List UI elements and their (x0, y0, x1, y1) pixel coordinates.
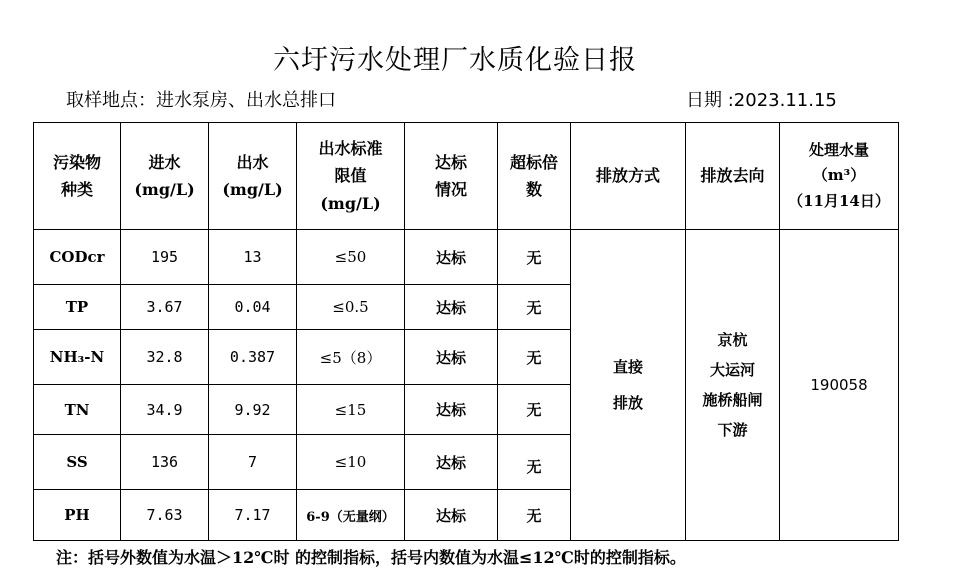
header-inflow: 进水 (mg/L) (121, 123, 209, 230)
header-pollutant: 污染物 种类 (34, 123, 121, 230)
outflow-value: 7.17 (209, 490, 297, 541)
exceed-value: 无 (498, 435, 571, 490)
report-title: 六圩污水处理厂水质化验日报 (273, 45, 637, 76)
status-value: 达标 (405, 435, 498, 490)
status-value: 达标 (405, 490, 498, 541)
outflow-value: 13 (209, 230, 297, 285)
report-date: 日期 :2023.11.15 (686, 90, 837, 111)
limit-value: ≤5（8） (297, 330, 405, 385)
header-outflow: 出水 (mg/L) (209, 123, 297, 230)
exceed-value: 无 (498, 490, 571, 541)
pollutant-name: TP (34, 285, 121, 330)
header-exceed: 超标倍 数 (498, 123, 571, 230)
outflow-value: 0.04 (209, 285, 297, 330)
outflow-value: 7 (209, 435, 297, 490)
status-value: 达标 (405, 330, 498, 385)
inflow-value: 3.67 (121, 285, 209, 330)
header-method: 排放方式 (571, 123, 686, 230)
header-volume: 处理水量 （m³） （11月14日） (780, 123, 899, 230)
limit-value: ≤15 (297, 385, 405, 435)
exceed-value: 无 (498, 385, 571, 435)
pollutant-name: CODcr (34, 230, 121, 285)
limit-value: ≤0.5 (297, 285, 405, 330)
pollutant-name: PH (34, 490, 121, 541)
footnote: 注：括号外数值为水温＞12℃时 的控制指标，括号内数值为水温≤12℃时的控制指标。 (56, 548, 686, 567)
limit-value: 6-9（无量纲） (297, 490, 405, 541)
outflow-value: 9.92 (209, 385, 297, 435)
inflow-value: 32.8 (121, 330, 209, 385)
exceed-value: 无 (498, 230, 571, 285)
status-value: 达标 (405, 285, 498, 330)
header-destination: 排放去向 (686, 123, 780, 230)
sample-site: 取样地点：进水泵房、出水总排口 (66, 90, 336, 111)
header-row (34, 123, 899, 230)
pollutant-name: TN (34, 385, 121, 435)
discharge-destination: 京杭 大运河 施桥船闸 下游 (686, 230, 780, 541)
status-value: 达标 (405, 385, 498, 435)
header-status: 达标 情况 (405, 123, 498, 230)
table-row (34, 230, 899, 285)
discharge-method: 直接 排放 (571, 230, 686, 541)
limit-value: ≤10 (297, 435, 405, 490)
limit-value: ≤50 (297, 230, 405, 285)
inflow-value: 34.9 (121, 385, 209, 435)
inflow-value: 195 (121, 230, 209, 285)
treated-volume: 190058 (780, 230, 899, 541)
exceed-value: 无 (498, 285, 571, 330)
status-value: 达标 (405, 230, 498, 285)
header-limit: 出水标准 限值 (mg/L) (297, 123, 405, 230)
pollutant-name: NH₃-N (34, 330, 121, 385)
exceed-value: 无 (498, 330, 571, 385)
inflow-value: 136 (121, 435, 209, 490)
pollutant-name: SS (34, 435, 121, 490)
outflow-value: 0.387 (209, 330, 297, 385)
inflow-value: 7.63 (121, 490, 209, 541)
water-quality-table (33, 122, 899, 541)
